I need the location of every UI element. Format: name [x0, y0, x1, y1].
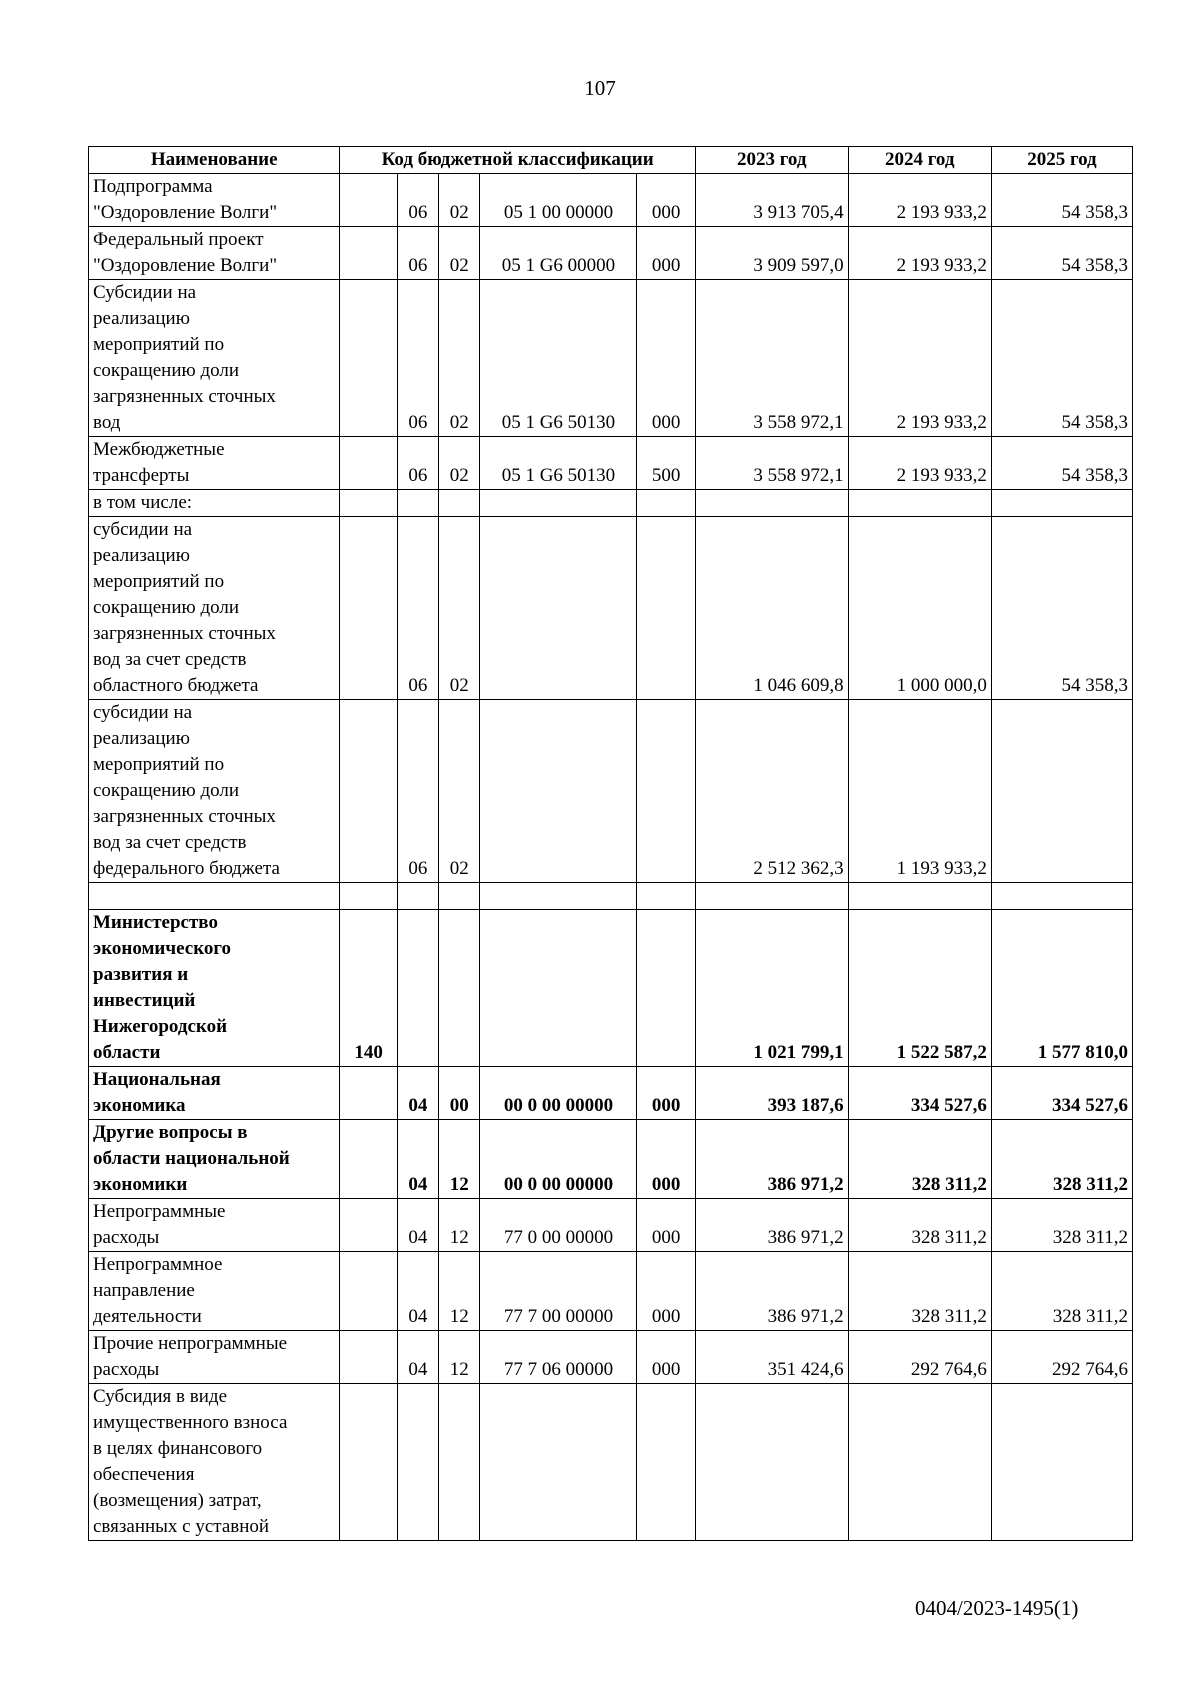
table-row: [89, 1252, 1133, 1331]
cell-section: [397, 490, 438, 517]
table-row: [89, 174, 1133, 227]
cell-subsection: 12: [439, 1120, 480, 1199]
cell-section: 04: [397, 1067, 438, 1120]
cell-2024: [848, 883, 991, 910]
cell-2025: 54 358,3: [991, 227, 1132, 280]
cell-2023: 386 971,2: [695, 1199, 848, 1252]
cell-admin-code: [340, 517, 397, 700]
cell-admin-code: [340, 490, 397, 517]
cell-subsection: [439, 490, 480, 517]
header-name: Наименование: [89, 147, 340, 174]
cell-2023: 3 558 972,1: [695, 437, 848, 490]
cell-subsection: 02: [439, 174, 480, 227]
cell-target-item: 77 7 00 00000: [480, 1252, 637, 1331]
table-row: [89, 700, 1133, 883]
cell-target-item: 77 7 06 00000: [480, 1331, 637, 1384]
cell-section: 06: [397, 174, 438, 227]
table-row: [89, 1120, 1133, 1199]
cell-name: Министерство экономического развития и инвестиций Нижегородской области: [89, 910, 340, 1067]
cell-2023: 3 913 705,4: [695, 174, 848, 227]
cell-subsection: 02: [439, 437, 480, 490]
table-row: [89, 883, 1133, 910]
page-number: 107: [584, 76, 616, 100]
cell-2023: 1 046 609,8: [695, 517, 848, 700]
cell-expense-type: 500: [637, 437, 695, 490]
cell-2023: 1 021 799,1: [695, 910, 848, 1067]
cell-2023: 351 424,6: [695, 1331, 848, 1384]
cell-subsection: [439, 883, 480, 910]
cell-target-item: 00 0 00 00000: [480, 1120, 637, 1199]
header-2023: 2023 год: [695, 147, 848, 174]
cell-2023: 393 187,6: [695, 1067, 848, 1120]
cell-target-item: 05 1 G6 50130: [480, 280, 637, 437]
cell-target-item: [480, 910, 637, 1067]
cell-2024: 328 311,2: [848, 1199, 991, 1252]
cell-section: 04: [397, 1199, 438, 1252]
cell-name: Федеральный проект "Оздоровление Волги": [89, 227, 340, 280]
cell-2024: [848, 1384, 991, 1541]
cell-admin-code: [340, 280, 397, 437]
cell-2024: 1 193 933,2: [848, 700, 991, 883]
cell-name: Подпрограмма "Оздоровление Волги": [89, 174, 340, 227]
cell-name: в том числе:: [89, 490, 340, 517]
cell-2023: 386 971,2: [695, 1252, 848, 1331]
cell-subsection: 02: [439, 227, 480, 280]
cell-subsection: 00: [439, 1067, 480, 1120]
table-header-row: [89, 147, 1133, 174]
cell-subsection: [439, 910, 480, 1067]
cell-name: субсидии на реализацию мероприятий по сокращению доли загрязненных сточных вод за счет средств областного бюджета: [89, 517, 340, 700]
cell-name: Субсидии на реализацию мероприятий по сокращению доли загрязненных сточных вод: [89, 280, 340, 437]
table-body: [89, 174, 1133, 1541]
header-code: Код бюджетной классификации: [340, 147, 695, 174]
cell-2024: 328 311,2: [848, 1252, 991, 1331]
cell-admin-code: [340, 1252, 397, 1331]
cell-2025: [991, 490, 1132, 517]
cell-2024: 2 193 933,2: [848, 437, 991, 490]
cell-section: 06: [397, 227, 438, 280]
table-row: [89, 910, 1133, 1067]
cell-target-item: 77 0 00 00000: [480, 1199, 637, 1252]
cell-subsection: 02: [439, 700, 480, 883]
cell-admin-code: [340, 437, 397, 490]
cell-expense-type: 000: [637, 280, 695, 437]
cell-target-item: 05 1 00 00000: [480, 174, 637, 227]
cell-admin-code: [340, 174, 397, 227]
cell-expense-type: 000: [637, 1252, 695, 1331]
cell-section: 06: [397, 280, 438, 437]
cell-target-item: [480, 883, 637, 910]
cell-expense-type: 000: [637, 174, 695, 227]
cell-2024: 328 311,2: [848, 1120, 991, 1199]
cell-expense-type: [637, 517, 695, 700]
cell-expense-type: [637, 700, 695, 883]
cell-admin-code: [340, 1120, 397, 1199]
table-row: [89, 227, 1133, 280]
cell-name: [89, 883, 340, 910]
table-row: [89, 490, 1133, 517]
cell-2025: [991, 1384, 1132, 1541]
cell-section: 06: [397, 700, 438, 883]
cell-2024: [848, 490, 991, 517]
cell-section: 04: [397, 1120, 438, 1199]
cell-2024: 1 000 000,0: [848, 517, 991, 700]
cell-section: [397, 883, 438, 910]
cell-section: 04: [397, 1331, 438, 1384]
cell-section: [397, 910, 438, 1067]
cell-2025: 54 358,3: [991, 280, 1132, 437]
cell-2023: 3 558 972,1: [695, 280, 848, 437]
cell-2025: 54 358,3: [991, 174, 1132, 227]
cell-name: Непрограммное направление деятельности: [89, 1252, 340, 1331]
header-2024: 2024 год: [848, 147, 991, 174]
cell-expense-type: 000: [637, 1120, 695, 1199]
table-row: [89, 1331, 1133, 1384]
cell-name: Непрограммные расходы: [89, 1199, 340, 1252]
cell-section: 04: [397, 1252, 438, 1331]
cell-subsection: 12: [439, 1331, 480, 1384]
cell-target-item: [480, 700, 637, 883]
document-code: 0404/2023-1495(1): [915, 1596, 1079, 1620]
budget-table: [88, 146, 1133, 1541]
cell-2024: 2 193 933,2: [848, 174, 991, 227]
cell-admin-code: [340, 883, 397, 910]
cell-admin-code: [340, 1384, 397, 1541]
cell-2025: 54 358,3: [991, 517, 1132, 700]
cell-section: [397, 1384, 438, 1541]
table-row: [89, 1199, 1133, 1252]
cell-2024: 2 193 933,2: [848, 227, 991, 280]
cell-2025: [991, 700, 1132, 883]
cell-admin-code: [340, 227, 397, 280]
cell-2023: [695, 490, 848, 517]
cell-expense-type: 000: [637, 1067, 695, 1120]
cell-2025: 328 311,2: [991, 1120, 1132, 1199]
cell-name: Межбюджетные трансферты: [89, 437, 340, 490]
cell-target-item: [480, 517, 637, 700]
cell-target-item: 00 0 00 00000: [480, 1067, 637, 1120]
cell-admin-code: 140: [340, 910, 397, 1067]
cell-target-item: [480, 1384, 637, 1541]
cell-2023: 2 512 362,3: [695, 700, 848, 883]
table-row: [89, 1384, 1133, 1541]
cell-2025: 328 311,2: [991, 1199, 1132, 1252]
cell-expense-type: 000: [637, 227, 695, 280]
cell-2025: [991, 883, 1132, 910]
cell-subsection: 02: [439, 280, 480, 437]
cell-name: Национальная экономика: [89, 1067, 340, 1120]
cell-admin-code: [340, 1199, 397, 1252]
table-row: [89, 280, 1133, 437]
cell-admin-code: [340, 1067, 397, 1120]
cell-2024: 334 527,6: [848, 1067, 991, 1120]
cell-expense-type: [637, 490, 695, 517]
cell-target-item: 05 1 G6 00000: [480, 227, 637, 280]
cell-2024: 292 764,6: [848, 1331, 991, 1384]
cell-subsection: [439, 1384, 480, 1541]
cell-2023: 386 971,2: [695, 1120, 848, 1199]
cell-2023: [695, 883, 848, 910]
cell-expense-type: [637, 883, 695, 910]
cell-target-item: 05 1 G6 50130: [480, 437, 637, 490]
header-2025: 2025 год: [991, 147, 1132, 174]
table-row: [89, 1067, 1133, 1120]
cell-name: Субсидия в виде имущественного взноса в целях финансового обеспечения (возмещения) затрат, связанных с уставной: [89, 1384, 340, 1541]
cell-section: 06: [397, 517, 438, 700]
cell-2025: 328 311,2: [991, 1252, 1132, 1331]
cell-name: Прочие непрограммные расходы: [89, 1331, 340, 1384]
table-row: [89, 437, 1133, 490]
cell-2023: [695, 1384, 848, 1541]
cell-subsection: 12: [439, 1252, 480, 1331]
cell-section: 06: [397, 437, 438, 490]
cell-admin-code: [340, 1331, 397, 1384]
cell-admin-code: [340, 700, 397, 883]
cell-2025: 334 527,6: [991, 1067, 1132, 1120]
cell-2024: 2 193 933,2: [848, 280, 991, 437]
cell-expense-type: 000: [637, 1331, 695, 1384]
cell-name: субсидии на реализацию мероприятий по сокращению доли загрязненных сточных вод за счет средств федерального бюджета: [89, 700, 340, 883]
cell-2024: 1 522 587,2: [848, 910, 991, 1067]
cell-2025: 1 577 810,0: [991, 910, 1132, 1067]
cell-subsection: 12: [439, 1199, 480, 1252]
cell-2025: 54 358,3: [991, 437, 1132, 490]
cell-name: Другие вопросы в области национальной экономики: [89, 1120, 340, 1199]
cell-expense-type: [637, 1384, 695, 1541]
cell-2025: 292 764,6: [991, 1331, 1132, 1384]
table-row: [89, 517, 1133, 700]
cell-expense-type: 000: [637, 1199, 695, 1252]
cell-expense-type: [637, 910, 695, 1067]
cell-2023: 3 909 597,0: [695, 227, 848, 280]
cell-subsection: 02: [439, 517, 480, 700]
cell-target-item: [480, 490, 637, 517]
